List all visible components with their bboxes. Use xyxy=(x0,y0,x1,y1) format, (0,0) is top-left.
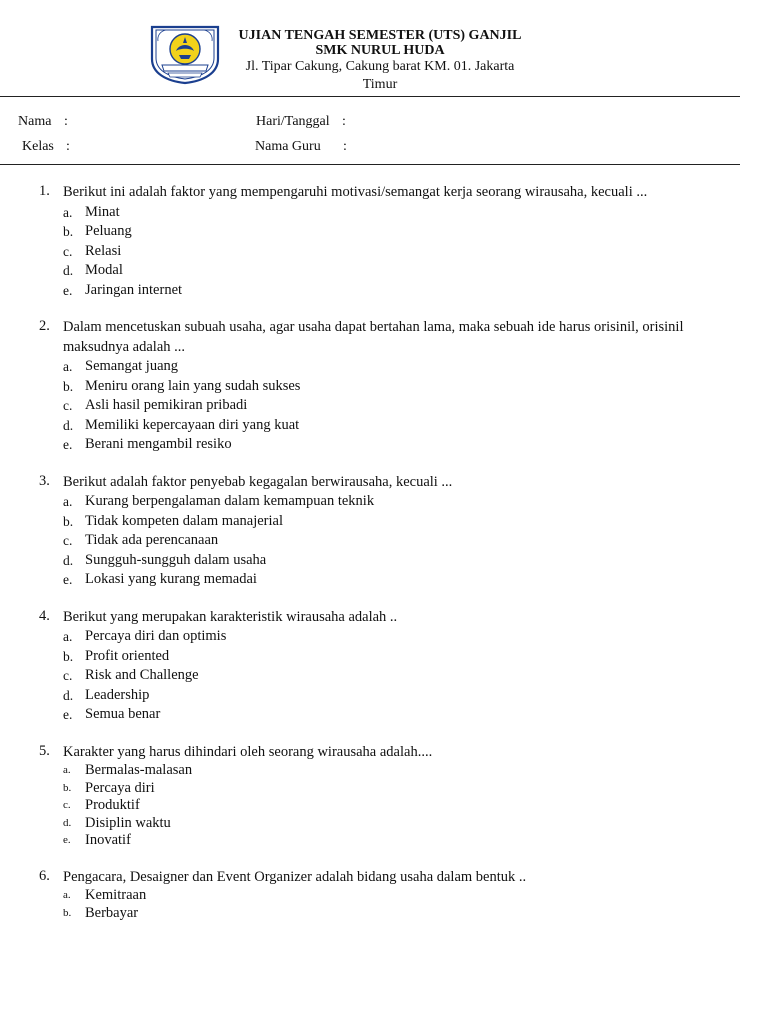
question-number: 3. xyxy=(39,472,50,489)
option-text: Risk and Challenge xyxy=(85,667,199,683)
option-letter: b. xyxy=(63,378,74,394)
option-text: Disiplin waktu xyxy=(85,814,171,831)
option-text: Memiliki kepercayaan diri yang kuat xyxy=(85,416,300,433)
answer-option xyxy=(0,686,740,706)
option-text: Inovatif xyxy=(85,832,131,848)
answer-option xyxy=(0,203,740,223)
option-letter: e. xyxy=(63,834,71,846)
hari-tanggal-field xyxy=(256,113,346,131)
option-text: Lokasi yang kurang memadai xyxy=(85,571,257,587)
answer-option xyxy=(0,242,740,262)
question-number: 6. xyxy=(39,867,50,884)
school-name: SMK NURUL HUDA xyxy=(315,43,445,58)
answer-option xyxy=(0,647,740,667)
answer-option xyxy=(0,705,740,725)
kelas-label: Kelas xyxy=(22,139,54,154)
option-text: Produktif xyxy=(85,797,140,813)
exam-header xyxy=(0,0,768,96)
question-text: Karakter yang harus dihindari oleh seorang wirausaha adalah.... xyxy=(63,743,433,760)
option-text: Profit oriented xyxy=(85,647,170,664)
option-text: Bermalas-malasan xyxy=(85,762,193,778)
question-item xyxy=(0,608,740,725)
option-text: Meniru orang lain yang sudah sukses xyxy=(85,377,301,394)
answer-option xyxy=(0,512,740,532)
answer-option xyxy=(0,531,740,551)
nama-guru-label: Nama Guru xyxy=(255,139,321,154)
question-number: 5. xyxy=(39,742,50,759)
option-text: Minat xyxy=(85,203,120,220)
option-letter: e. xyxy=(63,282,73,298)
answer-option xyxy=(0,815,740,833)
answer-option xyxy=(0,887,740,905)
answer-option xyxy=(0,416,740,436)
option-text: Leadership xyxy=(85,686,150,703)
answer-option xyxy=(0,222,740,242)
option-text: Peluang xyxy=(85,223,132,239)
option-text: Kemitraan xyxy=(85,887,147,903)
question-number: 4. xyxy=(39,607,50,624)
option-text: Berani mengambil resiko xyxy=(85,436,232,452)
option-letter: a. xyxy=(63,889,71,901)
question-item xyxy=(0,743,740,850)
option-text: Percaya diri dan optimis xyxy=(85,628,227,644)
answer-option xyxy=(0,357,740,377)
answer-option xyxy=(0,570,740,590)
option-text: Relasi xyxy=(85,242,122,259)
question-number: 1. xyxy=(39,183,50,199)
answer-option xyxy=(0,281,740,301)
option-text: Jaringan internet xyxy=(85,281,183,298)
option-letter: a. xyxy=(63,629,73,644)
option-letter: d. xyxy=(63,417,74,433)
question-number: 2. xyxy=(39,318,50,334)
answer-option xyxy=(0,666,740,686)
answer-option xyxy=(0,396,740,416)
kelas-field xyxy=(22,138,70,156)
answer-option xyxy=(0,762,740,780)
option-text: Kurang berpengalaman dalam kemampuan teknik xyxy=(85,493,375,509)
question-text: Dalam mencetuskan subuah usaha, agar usaha dapat bertahan lama, maka sebuah ide harus orisinil, orisinil maksudnya adalah ... xyxy=(63,319,684,355)
option-letter: c. xyxy=(63,668,73,683)
option-letter: b. xyxy=(63,781,72,794)
option-text: Sungguh-sungguh dalam usaha xyxy=(85,551,267,568)
option-letter: e. xyxy=(63,437,73,452)
option-letter: d. xyxy=(63,263,74,278)
info-divider xyxy=(0,164,740,165)
nama-field xyxy=(18,113,68,131)
option-letter: e. xyxy=(63,707,73,722)
question-item xyxy=(0,183,740,300)
kelas-colon: : xyxy=(66,139,70,154)
answer-option xyxy=(0,261,740,281)
nama-guru-colon: : xyxy=(343,139,347,154)
option-text: Semua benar xyxy=(85,706,161,722)
question-item xyxy=(0,318,740,455)
option-letter: b. xyxy=(63,224,74,239)
option-letter: a. xyxy=(63,764,71,776)
question-item xyxy=(0,473,740,590)
option-letter: c. xyxy=(63,799,71,811)
question-text: Pengacara, Desaigner dan Event Organizer adalah bidang usaha dalam bentuk .. xyxy=(63,868,527,885)
option-letter: b. xyxy=(63,906,72,919)
question-text: Berikut yang merupakan karakteristik wirausaha adalah .. xyxy=(63,608,398,625)
answer-option xyxy=(0,780,740,798)
hari-tanggal-label: Hari/Tanggal xyxy=(256,114,330,129)
answer-option xyxy=(0,627,740,647)
answer-option xyxy=(0,797,740,815)
answer-option xyxy=(0,551,740,571)
nama-colon: : xyxy=(64,114,68,129)
answer-option xyxy=(0,377,740,397)
option-letter: d. xyxy=(63,552,74,568)
option-letter: e. xyxy=(63,572,73,587)
option-letter: d. xyxy=(63,816,72,829)
nama-label: Nama xyxy=(18,114,52,129)
option-letter: d. xyxy=(63,687,74,703)
answer-option xyxy=(0,492,740,512)
header-divider xyxy=(0,96,740,97)
option-letter: a. xyxy=(63,494,73,509)
question-text: Berikut adalah faktor penyebab kegagalan berwirausaha, kecuali ... xyxy=(63,473,453,490)
answer-option xyxy=(0,832,740,850)
option-text: Percaya diri xyxy=(85,779,155,796)
answer-option xyxy=(0,905,740,923)
exam-title: UJIAN TENGAH SEMESTER (UTS) GANJIL xyxy=(238,28,522,43)
option-letter: c. xyxy=(63,533,73,548)
option-letter: b. xyxy=(63,513,74,529)
option-text: Asli hasil pemikiran pribadi xyxy=(85,397,248,413)
option-letter: a. xyxy=(63,359,73,374)
hari-tanggal-colon: : xyxy=(342,114,346,129)
option-text: Tidak kompeten dalam manajerial xyxy=(85,512,283,529)
question-item xyxy=(0,868,740,923)
question-list xyxy=(0,183,740,940)
answer-option xyxy=(0,435,740,455)
option-text: Semangat juang xyxy=(85,358,179,374)
option-text: Tidak ada perencanaan xyxy=(85,532,219,548)
nama-guru-field xyxy=(255,138,347,156)
option-letter: c. xyxy=(63,398,73,413)
option-letter: a. xyxy=(63,204,73,220)
option-text: Modal xyxy=(85,262,123,278)
question-text: Berikut ini adalah faktor yang mempengaruhi motivasi/semangat kerja seorang wirausaha, kecuali ... xyxy=(63,184,648,200)
option-text: Berbayar xyxy=(85,904,139,921)
option-letter: b. xyxy=(63,648,74,664)
school-address: Jl. Tipar Cakung, Cakung barat KM. 01. Jakarta Timur xyxy=(245,59,515,92)
option-letter: c. xyxy=(63,243,73,259)
school-logo xyxy=(146,21,224,85)
